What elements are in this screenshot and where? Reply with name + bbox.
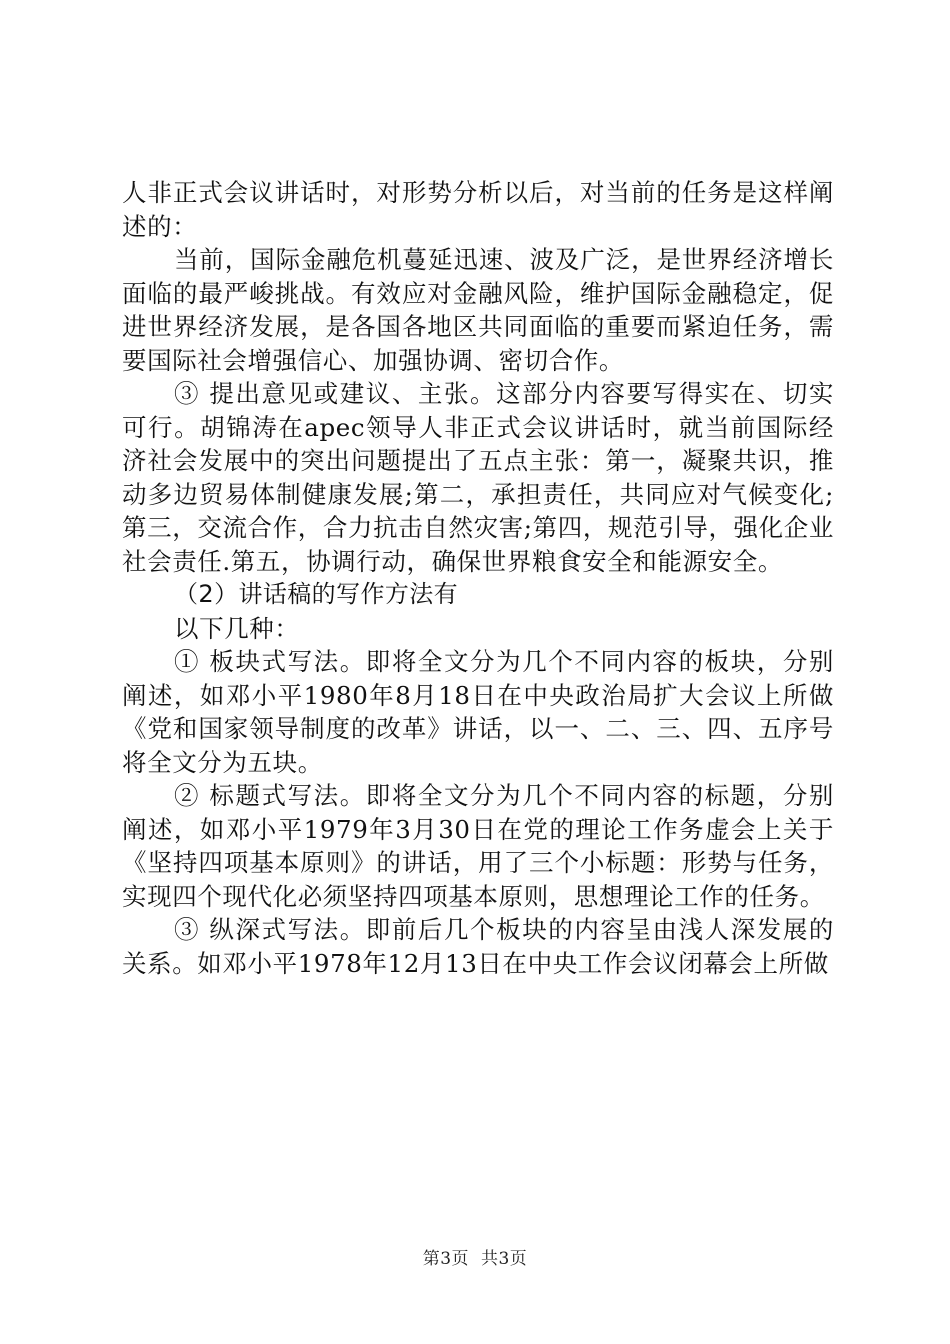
paragraph-method-block: ① 板块式写法。即将全文分为几个不同内容的板块，分别阐述，如邓小平1980年8月18日在中央政治局扩大会议上所做《党和国家领导制度的改革》讲话，以一、二、三、四、五序号将全文分为五块。 [122,647,834,777]
section-heading: （2）讲话稿的写作方法有 [174,580,459,608]
paragraph-intro: 以下几种： [174,613,300,643]
page-number: 第3页 [422,1249,470,1269]
paragraph-method-depth: ③ 纵深式写法。即前后几个板块的内容呈由浅人深发展的关系。如邓小平1978年12月13日在中央工作会议闭幕会上所做 [122,915,834,978]
document-body [122,176,834,980]
paragraph-method-title: ② 标题式写法。即将全文分为几个不同内容的标题，分别阐述，如邓小平1979年3月30日在党的理论工作务虚会上关于《坚持四项基本原则》的讲话，用了三个小标题：形势与任务，实现四个现代化必须坚持四项基本原则，思想理论工作的任务。 [122,781,834,911]
paragraph-continuation: 人非正式会议讲话时，对形势分析以后，对当前的任务是这样阐述的： [122,178,834,241]
page-footer [0,1244,950,1269]
paragraph-quote: 当前，国际金融危机蔓延迅速、波及广泛，是世界经济增长面临的最严峻挑战。有效应对金融风险，维护国际金融稳定，促进世界经济发展，是各国各地区共同面临的重要而紧迫任务，需要国际社会增强信心、加强协调、密切合作。 [122,245,834,375]
paragraph-proposals: ③ 提出意见或建议、主张。这部分内容要写得实在、切实可行。胡锦涛在apec领导人非正式会议讲话时，就当前国际经济社会发展中的突出问题提出了五点主张：第一，凝聚共识，推动多边贸易体制健康发展;第二，承担责任，共同应对气候变化;第三，交流合作，合力抗击自然灾害;第四，规范引导，强化企业社会责任.第五，协调行动，确保世界粮食安全和能源安全。 [122,379,834,576]
page-total: 共3页 [480,1249,528,1269]
